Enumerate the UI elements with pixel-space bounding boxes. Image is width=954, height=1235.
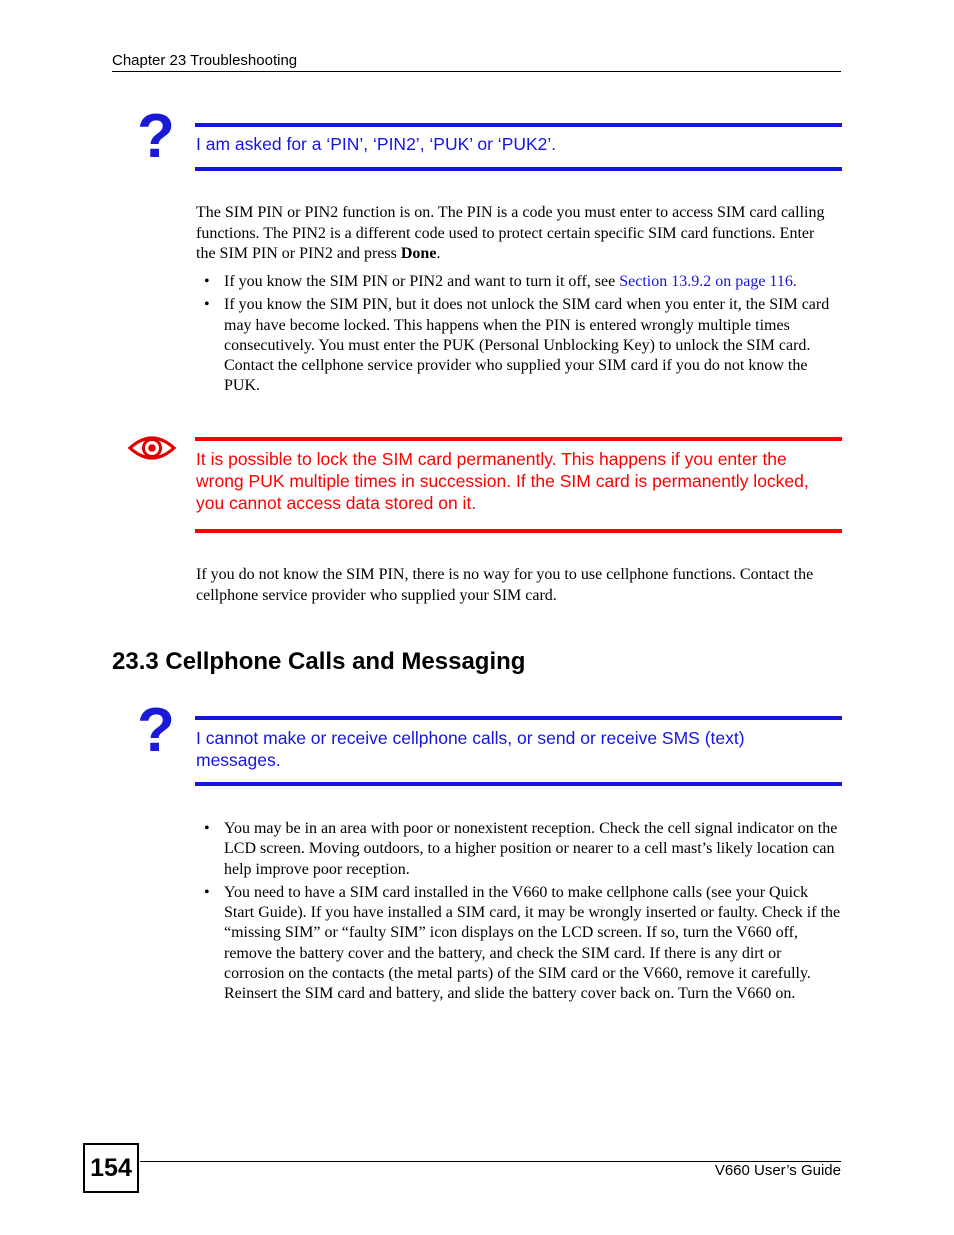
guide-title: V660 User’s Guide [714, 1162, 841, 1179]
list-item-text: If you know the SIM PIN, but it does not unlock the SIM card when you enter it, the SIM card may have become locked. This happens when the PIN is entered wrongly multiple times consecutively. You must enter the PUK (Personal Unblocking Key) to unlock the SIM card. Contact the cellphone service provider who supplied your SIM card if you do not know the PUK. [224, 296, 830, 395]
bullet-list [196, 272, 842, 397]
section-link[interactable]: Section 13.9.2 on page 116. [619, 273, 797, 290]
warning-top-bar [195, 437, 842, 441]
list-item [196, 272, 842, 292]
running-header: Chapter 23 Troubleshooting [112, 52, 298, 69]
section-heading: 23.3 Cellphone Calls and Messaging [112, 648, 526, 675]
warning-text: It is possible to lock the SIM card permanently. This happens if you enter the wrong PUK multiple times in succession. If the SIM card is permanently locked, you cannot access data stored on it. [196, 449, 809, 513]
list-item-text: If you know the SIM PIN or PIN2 and want to turn it off, see [224, 273, 620, 290]
bullet-list-2 [196, 819, 842, 1005]
bullet-glyph: • [204, 883, 210, 901]
list-item-text: You need to have a SIM card installed in the V660 to make cellphone calls (see your Quick Start Guide). If you have installed a SIM card, it may be wrongly inserted or faulty. Check if the “missing SIM” or “faulty SIM” icon displays on the LCD screen. If so, turn the V660 off, remove the battery cover and the battery, and check the SIM card. If there is any dirt or corrosion on the contacts (the metal parts) of the SIM card or the V660, remove it carefully. Reinsert the SIM card and battery, and slide the battery cover back on. Turn the V660 on. [224, 883, 841, 1003]
bullet-glyph: • [204, 820, 210, 837]
warning-bottom-bar [195, 529, 842, 533]
question-mark-icon: ? [137, 102, 175, 171]
callout-question-text: I cannot make or receive cellphone calls, or send or receive SMS (text) messages. [196, 728, 745, 770]
body-paragraph [196, 203, 836, 265]
callout-top-bar [195, 123, 842, 127]
bullet-glyph: • [204, 273, 210, 290]
list-item [196, 295, 842, 396]
paragraph-text: The SIM PIN or PIN2 function is on. The PIN is a code you must enter to access SIM card calling functions. The PIN2 is a different code used to protect certain specific SIM card functions. Enter the SIM PIN or PIN2 and press [196, 204, 825, 262]
callout-question-text: I am asked for a ‘PIN’, ‘PIN2’, ‘PUK’ or ‘PUK2’. [196, 134, 557, 154]
list-item [196, 819, 842, 880]
question-mark-icon: ? [137, 696, 175, 765]
done-label: Done [400, 245, 437, 262]
callout-bottom-bar [195, 782, 842, 786]
paragraph-text-end: . [436, 245, 441, 262]
bullet-glyph: • [204, 296, 210, 314]
header-rule [112, 71, 841, 72]
list-item [196, 883, 842, 1005]
eye-warning-icon [128, 432, 176, 464]
page-number: 154 [83, 1143, 139, 1193]
callout-top-bar [195, 716, 842, 720]
callout-bottom-bar [195, 167, 842, 171]
list-item-text: You may be in an area with poor or nonexistent reception. Check the cell signal indicator on the LCD screen. Moving outdoors, to a higher position or nearer to a cell mast’s likely location can help improve poor reception. [224, 820, 838, 878]
body-paragraph-2: If you do not know the SIM PIN, there is no way for you to use cellphone functions. Contact the cellphone service provider who supplied your SIM card. [196, 566, 814, 604]
